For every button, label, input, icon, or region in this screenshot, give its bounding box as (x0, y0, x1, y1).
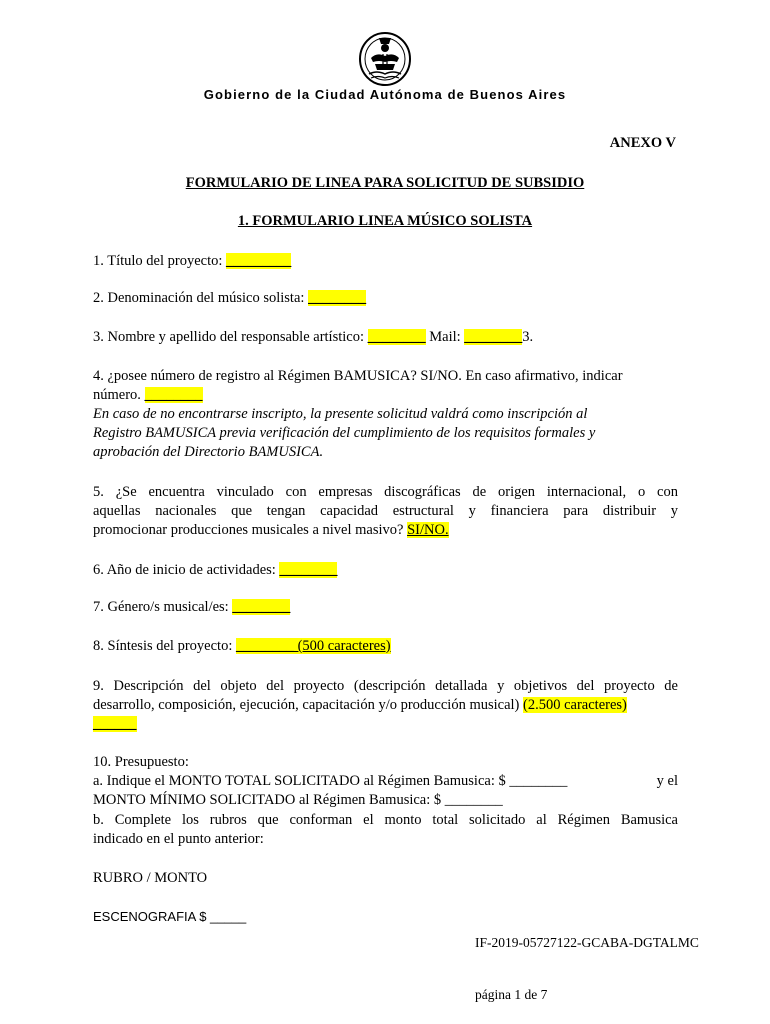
field-registry-number-label: número. (93, 387, 145, 403)
field-label-link-text: promocionar producciones musicales a nivel masivo? (93, 522, 408, 538)
field-registry-question: 4. ¿posee número de registro al Régimen BAMUSICA? SI/NO. En caso afirmativo, indicar (93, 368, 623, 384)
field-label-link-line1: 5. ¿Se encuentra vinculado con empresas discográficas de origen internacional, o con (93, 484, 678, 500)
budget-total-suffix: y el (656, 773, 678, 789)
field-label-link-line2: aquellas nacionales que tengan capacidad estructural y financiera para distribuir y (93, 503, 678, 519)
field-label-link-line3 (93, 521, 678, 540)
field-responsible-label: 3. Nombre y apellido del responsable artístico: (93, 329, 368, 345)
rubro-header: RUBRO / MONTO (93, 870, 208, 886)
registry-note-line3: aprobación del Directorio BAMUSICA. (93, 444, 324, 460)
field-description-line1: 9. Descripción del objeto del proyecto (descripción detallada y objetivos del proyecto de (93, 678, 678, 694)
budget-title: 10. Presupuesto: (93, 754, 189, 770)
field-project-title-blank[interactable]: _________ (226, 253, 292, 269)
field-genre (93, 598, 678, 617)
field-description-line2 (93, 696, 678, 715)
field-mail-label: Mail: (425, 329, 465, 345)
annex-label: ANEXO V (609, 135, 676, 151)
budget-total-text: a. Indique el MONTO TOTAL SOLICITADO al Régimen Bamusica: $ ________ (93, 773, 568, 789)
field-genre-blank[interactable]: ________ (232, 599, 291, 615)
field-synopsis-blank[interactable]: ________ (500 caracteres) (235, 638, 391, 654)
field-mail-blank[interactable]: ________ (464, 329, 523, 345)
field-synopsis-label: 8. Síntesis del proyecto: (93, 638, 236, 654)
field-responsible (93, 328, 678, 347)
budget-items-line2: indicado en el punto anterior: (93, 831, 264, 847)
field-genre-label: 7. Género/s musical/es: (93, 599, 233, 615)
registry-note-line1: En caso de no encontrarse inscripto, la presente solicitud valdrá como inscripción al (93, 406, 588, 422)
form-title: FORMULARIO DE LINEA PARA SOLICITUD DE SUBSIDIO (185, 175, 585, 191)
field-synopsis (93, 637, 678, 656)
field-start-year-blank[interactable]: ________ (279, 562, 338, 578)
field-responsible-blank[interactable]: ________ (367, 329, 426, 345)
budget-total-line (93, 772, 678, 791)
field-soloist-name-blank[interactable]: ________ (308, 290, 367, 306)
field-project-title-label: 1. Título del proyecto: (93, 253, 227, 269)
field-registry-number-blank[interactable]: ________ (144, 387, 203, 403)
field-start-year-label: 6. Año de inicio de actividades: (93, 562, 280, 578)
field-start-year (93, 561, 678, 580)
document-id: IF-2019-05727122-GCABA-DGTALMC (475, 935, 699, 950)
field-description-blank-row (93, 715, 678, 734)
section-title: 1. FORMULARIO LINEA MÚSICO SOLISTA (237, 213, 533, 229)
field-description-chars: (2.500 caracteres) (523, 697, 627, 713)
city-seal-logo (357, 30, 413, 88)
budget-minimum-line: MONTO MÍNIMO SOLICITADO al Régimen Bamusica: $ ________ (93, 792, 503, 808)
field-label-link-answer[interactable]: SI/NO. (407, 522, 449, 538)
field-description-blank[interactable]: ______ (93, 716, 137, 732)
field-soloist-name-label: 2. Denominación del músico solista: (93, 290, 309, 306)
field-project-title (93, 252, 678, 271)
field-description-text: desarrollo, composición, ejecución, capacitación y/o producción musical) (93, 697, 524, 713)
field-soloist-name (93, 289, 678, 308)
government-title: Gobierno de la Ciudad Autónoma de Buenos Aires (203, 87, 567, 102)
budget-items-line1: b. Complete los rubros que conforman el monto total solicitado al Régimen Bamusica (93, 812, 678, 828)
field-registry-number (93, 386, 678, 405)
page-number: página 1 de 7 (475, 987, 548, 1002)
escenografia-row[interactable]: ESCENOGRAFIA $ _____ (93, 909, 247, 924)
field-responsible-suffix: 3. (522, 329, 534, 345)
registry-note-line2: Registro BAMUSICA previa verificación del cumplimiento de los requisitos formales y (93, 425, 596, 441)
